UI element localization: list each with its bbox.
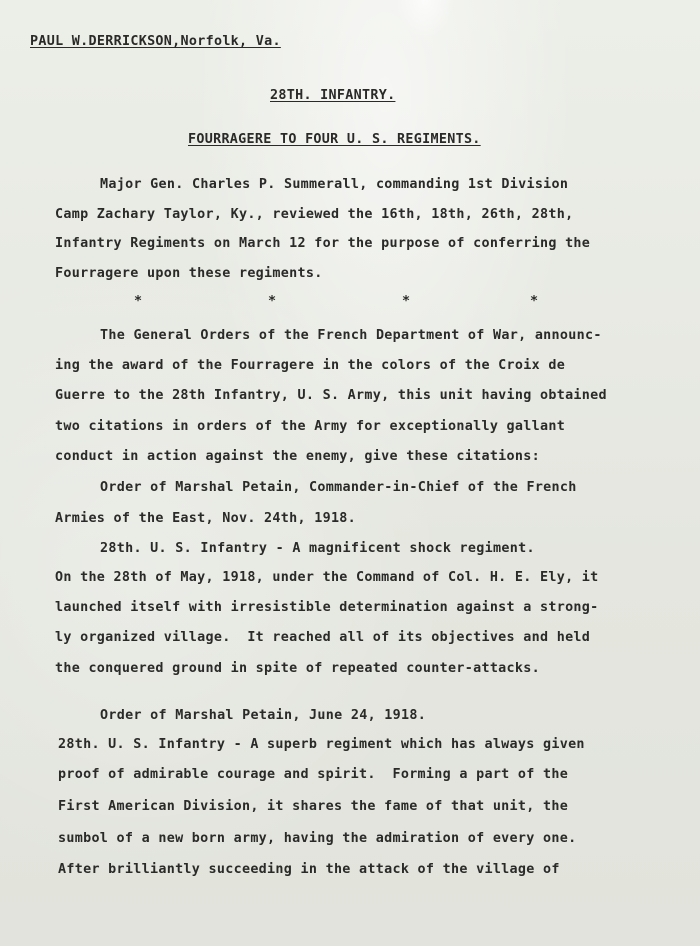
citation2-line5: After brilliantly succeeding in the attack of the village of bbox=[58, 862, 560, 877]
citation2-line1: 28th. U. S. Infantry - A superb regiment which has always given bbox=[58, 737, 585, 752]
para2-line1: The General Orders of the French Department of War, announc- bbox=[100, 328, 602, 343]
para1-line3: Infantry Regiments on March 12 for the purpose of conferring the bbox=[55, 236, 591, 251]
header-sender: PAUL W.DERRICKSON,Norfolk, Va. bbox=[30, 34, 281, 49]
para1-line2: Camp Zachary Taylor, Ky., reviewed the 16th, 18th, 26th, 28th, bbox=[55, 207, 574, 222]
citation1-line3: launched itself with irresistible determination against a strong- bbox=[55, 600, 599, 615]
separator-star: * bbox=[402, 294, 411, 309]
order1-line1: Order of Marshal Petain, Commander-in-Chief of the French bbox=[100, 480, 577, 495]
citation1-line4: ly organized village. It reached all of its objectives and held bbox=[55, 630, 591, 645]
subtitle: FOURRAGERE TO FOUR U. S. REGIMENTS. bbox=[188, 132, 481, 147]
citation1-line1: 28th. U. S. Infantry - A magnificent shock regiment. bbox=[100, 541, 535, 556]
paper-fold-highlight bbox=[395, 0, 455, 40]
para2-line3: Guerre to the 28th Infantry, U. S. Army, this unit having obtained bbox=[55, 388, 607, 403]
para1-line4: Fourragere upon these regiments. bbox=[55, 266, 323, 281]
para2-line2: ing the award of the Fourragere in the colors of the Croix de bbox=[55, 358, 566, 373]
order2-line1: Order of Marshal Petain, June 24, 1918. bbox=[100, 708, 427, 723]
citation2-line2: proof of admirable courage and spirit. Forming a part of the bbox=[58, 767, 569, 782]
para2-line5: conduct in action against the enemy, give these citations: bbox=[55, 449, 540, 464]
citation2-line4: sumbol of a new born army, having the admiration of every one. bbox=[58, 831, 577, 846]
separator-star: * bbox=[530, 294, 539, 309]
title-regiment: 28TH. INFANTRY. bbox=[270, 88, 396, 103]
separator-star: * bbox=[268, 294, 277, 309]
para2-line4: two citations in orders of the Army for exceptionally gallant bbox=[55, 419, 566, 434]
citation2-line3: First American Division, it shares the fame of that unit, the bbox=[58, 799, 569, 814]
order1-line2: Armies of the East, Nov. 24th, 1918. bbox=[55, 511, 357, 526]
citation1-line2: On the 28th of May, 1918, under the Command of Col. H. E. Ely, it bbox=[55, 570, 599, 585]
citation1-line5: the conquered ground in spite of repeated counter-attacks. bbox=[55, 661, 540, 676]
para1-line1: Major Gen. Charles P. Summerall, commanding 1st Division bbox=[100, 177, 569, 192]
separator-star: * bbox=[134, 294, 143, 309]
